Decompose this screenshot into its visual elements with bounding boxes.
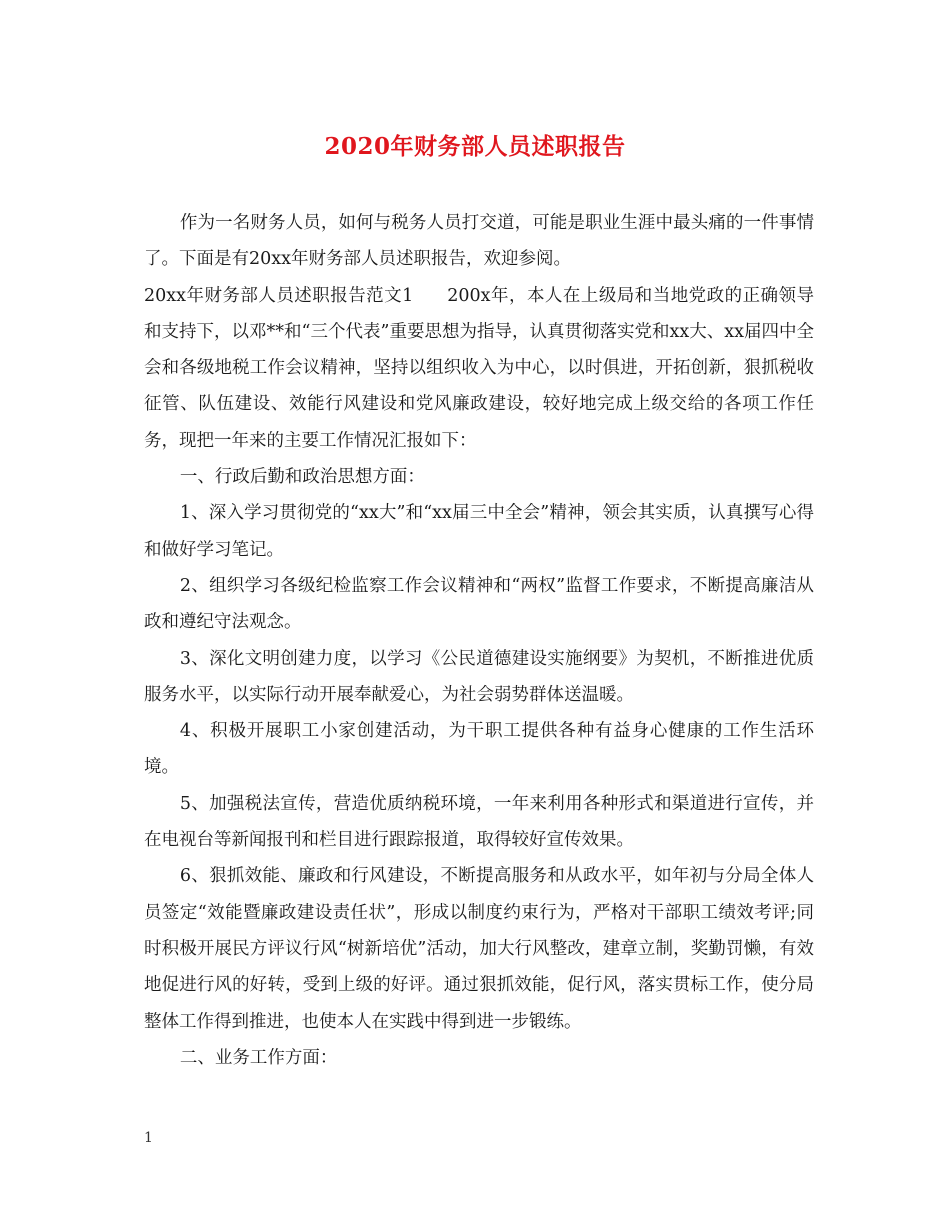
page-number: 1 — [144, 1130, 153, 1146]
sample-heading: 20xx年财务部人员述职报告范文1 — [144, 285, 414, 306]
document-title: 2020年财务部人员述职报告 — [324, 133, 626, 160]
section-heading-2: 二、业务工作方面： — [179, 1047, 338, 1068]
list-item: 3、深化文明创建力度，以学习《公民道德建设实施纲要》为契机，不断推进优质服务水平，以实际行动开展奉献爱心，为社会弱势群体送温暖。 — [144, 648, 814, 705]
sample-first-paragraph: 200x年，本人在上级局和当地党政的正确领导和支持下，以邓**和“三个代表”重要思想为指导，认真贯彻落实党和xx大、xx届四中全会和各级地税工作会议精神，坚持以组织收入为中心，以时俱进，开拓创新，狠抓税收征管、队伍建设、效能行风建设和党风廉政建设，较好地完成上级交给的各项工作任务，现把一年来的主要工作情况汇报如下： — [144, 285, 815, 451]
list-item: 4、积极开展职工小家创建活动，为干职工提供各种有益身心健康的工作生活环境。 — [144, 721, 814, 778]
list-item: 1、深入学习贯彻党的“xx大”和“xx届三中全会”精神，领会其实质，认真撰写心得和做好学习笔记。 — [144, 503, 814, 560]
list-item: 6、狠抓效能、廉政和行风建设，不断提高服务和从政水平，如年初与分局全体人员签定“效能暨廉政建设责任状”，形成以制度约束行为，严格对干部职工绩效考评;同时积极开展民方评议行风“树新培优”活动，加大行风整改，建章立制，奖勤罚懒，有效地促进行风的好转，受到上级的好评。通过狠抓效能，促行风，落实贯标工作，使分局整体工作得到推进，也使本人在实践中得到进一步锻练。 — [144, 866, 814, 1032]
list-item: 2、组织学习各级纪检监察工作会议精神和“两权”监督工作要求，不断提高廉洁从政和遵纪守法观念。 — [144, 575, 814, 633]
document-body — [144, 205, 814, 1076]
section-heading-1: 一、行政后勤和政治思想方面： — [179, 467, 425, 488]
intro-paragraph: 作为一名财务人员，如何与税务人员打交道，可能是职业生涯中最头痛的一件事情了。下面是有20xx年财务部人员述职报告，欢迎参阅。 — [144, 213, 814, 270]
list-item: 5、加强税法宣传，营造优质纳税环境，一年来利用各种形式和渠道进行宣传，并在电视台等新闻报刊和栏目进行跟踪报道，取得较好宣传效果。 — [144, 793, 814, 851]
sample-paragraph — [144, 278, 814, 459]
